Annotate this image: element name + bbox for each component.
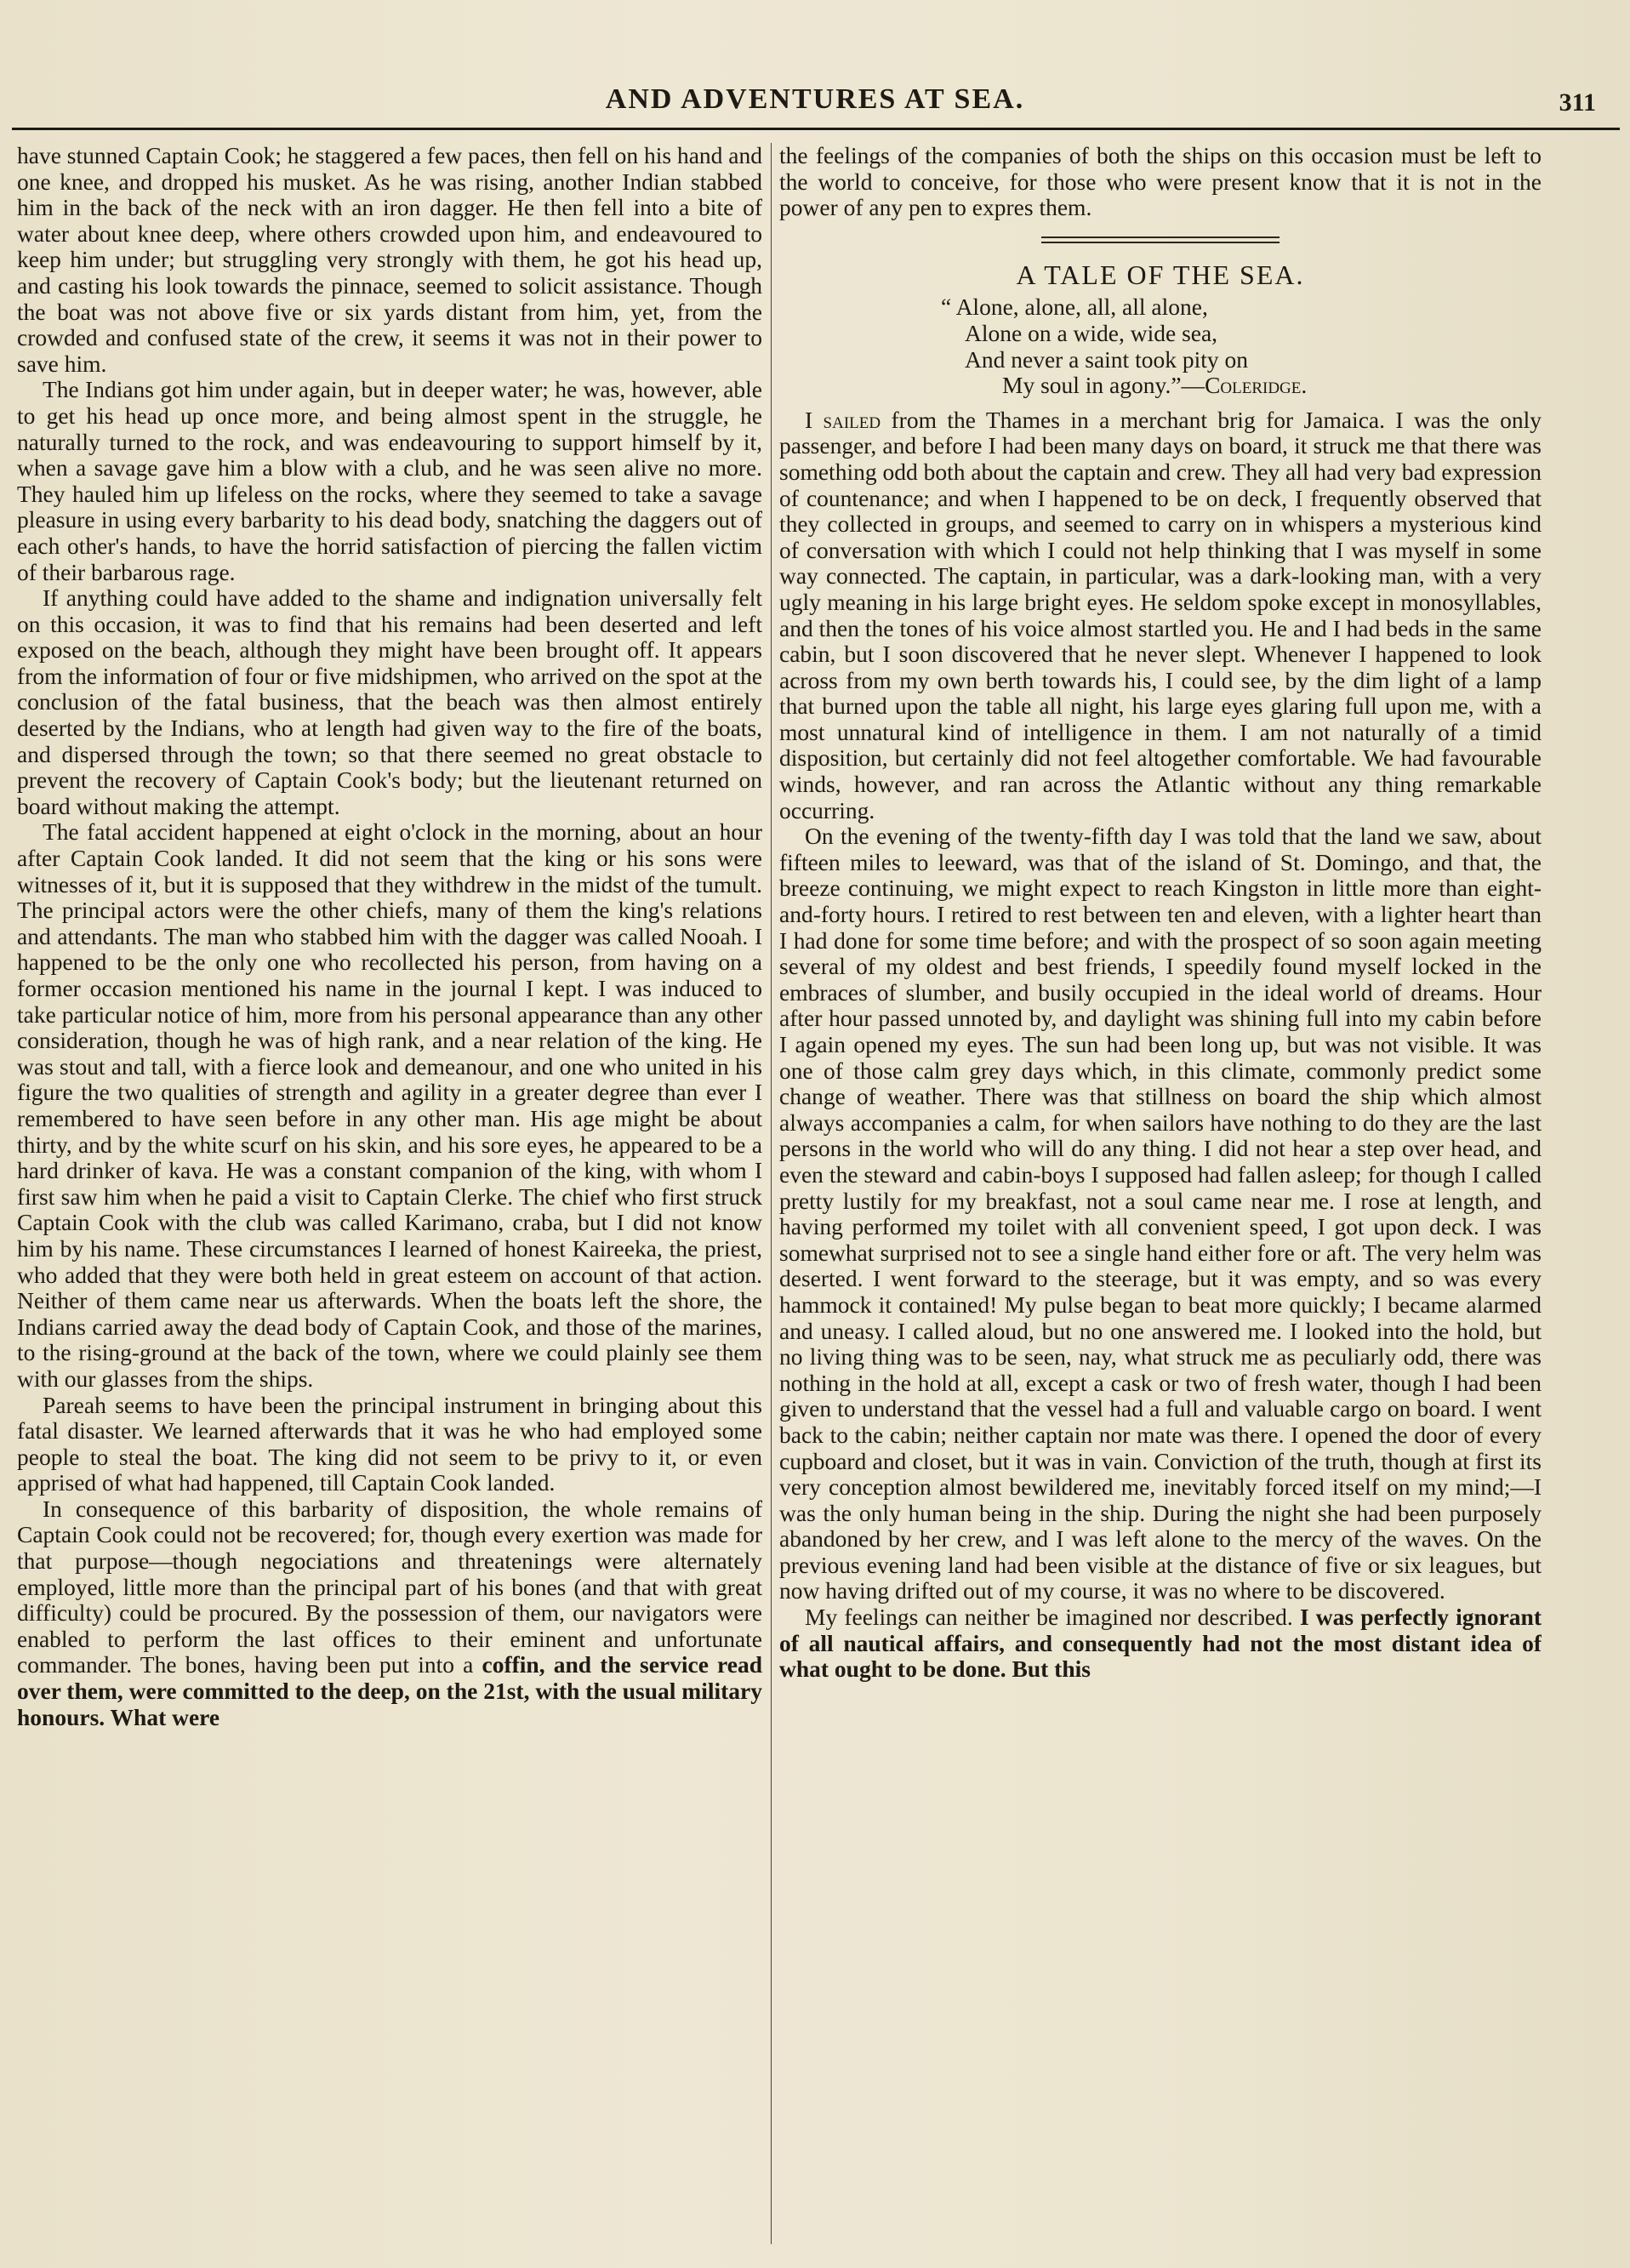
epigraph-attribution: Coleridge. [1205, 372, 1308, 399]
epigraph-line [941, 373, 1542, 399]
paragraph: On the evening of the twenty-fifth day I was told that the land we saw, about fifteen miles to leeward, was that of the island of St. Domingo, and that, the breeze continuing, we might expect to reach Kingston in little more than eight-and-forty hours. I retired to rest between ten and eleven, with a lighter heart than I had done for some time before; and with the prospect of so soon again meeting several of my oldest and best friends, I speedily found myself locked in the embraces of slumber, and busily occupied in the ideal world of dreams. Hour after hour passed unnoted by, and daylight was shining full into my cabin before I again opened my eyes. The sun had been long up, but was not visible. It was one of those calm grey days which, in this climate, commonly predict some change of weather. There was that stillness on board the ship which almost always accompanies a calm, for when sailors have nothing to do they are the last persons in the world who will do any thing. I did not hear a step over head, and even the steward and cabin-boys I supposed had fallen asleep; for though I called pretty lustily for my breakfast, not a soul came near me. I rose at length, and having performed my toilet with all convenient speed, I got upon deck. I was somewhat surprised not to see a single hand either fore or aft. The very helm was deserted. I went forward to the steerage, but it was empty, and so was every hammock it contained! My pulse began to beat more quickly; I became alarmed and uneasy. I called aloud, but no one answered me. I looked into the hold, but no living thing was to be seen, nay, what struck me as peculiarly odd, there was nothing in the hold at all, except a cask or two of fresh water, though I had been given to understand that the vessel had a full and valuable cargo on board. I went back to the cabin; neither captain nor mate was there. I opened the door of every cupboard and closet, but it was in vain. Conviction of the truth, though at first its very conception almost bewildered me, inevitably forced itself on my mind;—I was the only human being in the ship. During the night she had been purposely abandoned by her crew, and I was left alone to the mercy of the waves. On the previous evening land had been visible at the distance of five or six leagues, but now having drifted out of my course, it was no where to be discovered. [779, 823, 1542, 1604]
epigraph-line: And never a saint took pity on [965, 345, 1248, 373]
paragraph-text: from the Thames in a merchant brig for Jamaica. I was the only passenger, and before I had been many days on board, it struck me that there was something odd both about the captain and crew. They all had very bad expression of countenance; and when I happened to be on deck, I frequently observed that they collected in groups, and seemed to carry on in whispers a mysterious kind of conversation with which I could not help thinking that I was myself in some way connected. The captain, in particular, was a dark-looking man, with a very ugly meaning in his large bright eyes. He seldom spoke except in monosyllables, and then the tones of his voice almost startled you. He and I had beds in the same cabin, but I soon discovered that he never slept. Whenever I happened to look across from my own berth towards his, I could see, by the dim light of a lamp that burned upon the table all night, his large eyes glaring full upon me, with a most unnatural kind of intelligence in them. I am not naturally of a timid disposition, but certainly did not feel altogether comfortable. We had favourable winds, however, and ran across the Atlantic without any thing remarkable occurring. [779, 406, 1542, 823]
left-column [17, 143, 762, 2253]
right-column [779, 143, 1542, 2253]
column-divider [771, 143, 772, 2244]
paragraph-bold-text: I was perfectly ignorant of all nautical affairs, and consequently had not the most distant idea of what ought to be done. But this [779, 1604, 1542, 1683]
opening-words: I sailed [805, 406, 881, 433]
paragraph [779, 407, 1542, 824]
paragraph-text: In consequence of this barbarity of disposition, the whole remains of Captain Cook could not be recovered; for, though every exertion was made for that purpose—though negociations and threatenings were alternately employed, little more than the principal part of his bones (and that with great difficulty) could be procured. By the possession of them, our navigators were enabled to perform the last offices to their eminent and unfortunate commander. The bones, having been put into a [17, 1495, 762, 1678]
continuation-paragraph: the feelings of the companies of both the ships on this occasion must be left to the world to conceive, for those who were present know that it is not in the power of any pen to expres them. [779, 143, 1542, 221]
paragraph: The fatal accident happened at eight o'clock in the morning, about an hour after Captain Cook landed. It did not seem that the king or his sons were witnesses of it, but it is supposed that they withdrew in the midst of the tumult. The principal actors were the other chiefs, many of them the king's relations and attendants. The man who stabbed him with the dagger was called Nooah. I happened to be the only one who recollected his person, from having on a former occasion mentioned his name in the journal I kept. I was induced to take particular notice of him, more from his personal appearance than any other consideration, though he was of high rank, and a near relation of the king. He was stout and tall, with a fierce look and demeanour, and one who united in his figure the two qualities of strength and agility in a greater degree than ever I remembered to have seen before in any other man. His age might be about thirty, and by the white scurf on his skin, and his sore eyes, he appeared to be a hard drinker of kava. He was a constant companion of the king, with whom I first saw him when he paid a visit to Captain Clerke. The chief who first struck Captain Cook with the club was called Karimano, craba, but I did not know him by his name. These circumstances I learned of honest Kaireeka, the priest, who added that they were both held in great esteem on account of that action. Neither of them came near us afterwards. When the boats left the shore, the Indians carried away the dead body of Captain Cook, and those of the marines, to the rising-ground at the back of the town, where we could plainly see them with our glasses from the ships. [17, 818, 762, 1392]
epigraph-text: My soul in agony.”— [1002, 372, 1205, 399]
paragraph: The Indians got him under again, but in deeper water; he was, however, able to get his head up once more, and being almost spent in the struggle, he naturally turned to the rock, and was endeavouring to support himself by it, when a savage gave him a blow with a club, and he was seen alive no more. They hauled him up lifeless on the rocks, where they seemed to take a savage pleasure in using every barbarity to his dead body, snatching the daggers out of each other's hands, to have the horrid satisfaction of piercing the fallen victim of their barbarous rage. [17, 376, 762, 585]
page-number: 311 [1559, 88, 1596, 117]
header-rule [12, 128, 1620, 130]
epigraph-line: Alone on a wide, wide sea, [965, 319, 1218, 346]
paragraph-text: My feelings can neither be imagined nor described. [805, 1604, 1300, 1631]
section-title: A TALE OF THE SEA. [1016, 259, 1305, 290]
running-title: AND ADVENTURES AT SEA. [605, 83, 1025, 115]
paragraph [17, 1496, 762, 1730]
epigraph-line: “ Alone, alone, all, all alone, [941, 293, 1208, 321]
paragraph-bold-text: coffin, and the service read over them, were committed to the deep, on the 21st, with the usual military honours. What were [17, 1651, 762, 1730]
paragraph: If anything could have added to the shame and indignation universally felt on this occasion, it was to find that his remains had been deserted and left exposed on the beach, although they might have been brought off. It appears from the information of four or five midshipmen, who arrived on the spot at the conclusion of the fatal business, that the beach was then almost entirely deserted by the Indians, who at length had given way to the fire of the boats, and dispersed through the town; so that there seemed no great obstacle to prevent the recovery of Captain Cook's body; but the lieutenant returned on board without making the attempt. [17, 584, 762, 819]
paragraph [779, 1604, 1542, 1683]
section-divider [1041, 236, 1279, 243]
paragraph: have stunned Captain Cook; he staggered a few paces, then fell on his hand and one knee, and dropped his musket. As he was rising, another Indian stabbed him in the back of the neck with an iron dagger. He then fell into a bite of water about knee deep, where others crowded upon him, and endeavoured to keep him under; but struggling very strongly with them, he got his head up, and casting his look towards the pinnace, seemed to solicit assistance. Though the boat was not above five or six yards distant from him, yet, from the crowded and confused state of the crew, it seems it was not in their power to save him. [17, 143, 762, 377]
paragraph: Pareah seems to have been the principal instrument in bringing about this fatal disaster. We learned afterwards that it was he who had employed some people to steal the boat. The king did not seem to be privy to it, or even apprised of what had happened, till Captain Cook landed. [17, 1391, 762, 1496]
epigraph [941, 294, 1542, 398]
